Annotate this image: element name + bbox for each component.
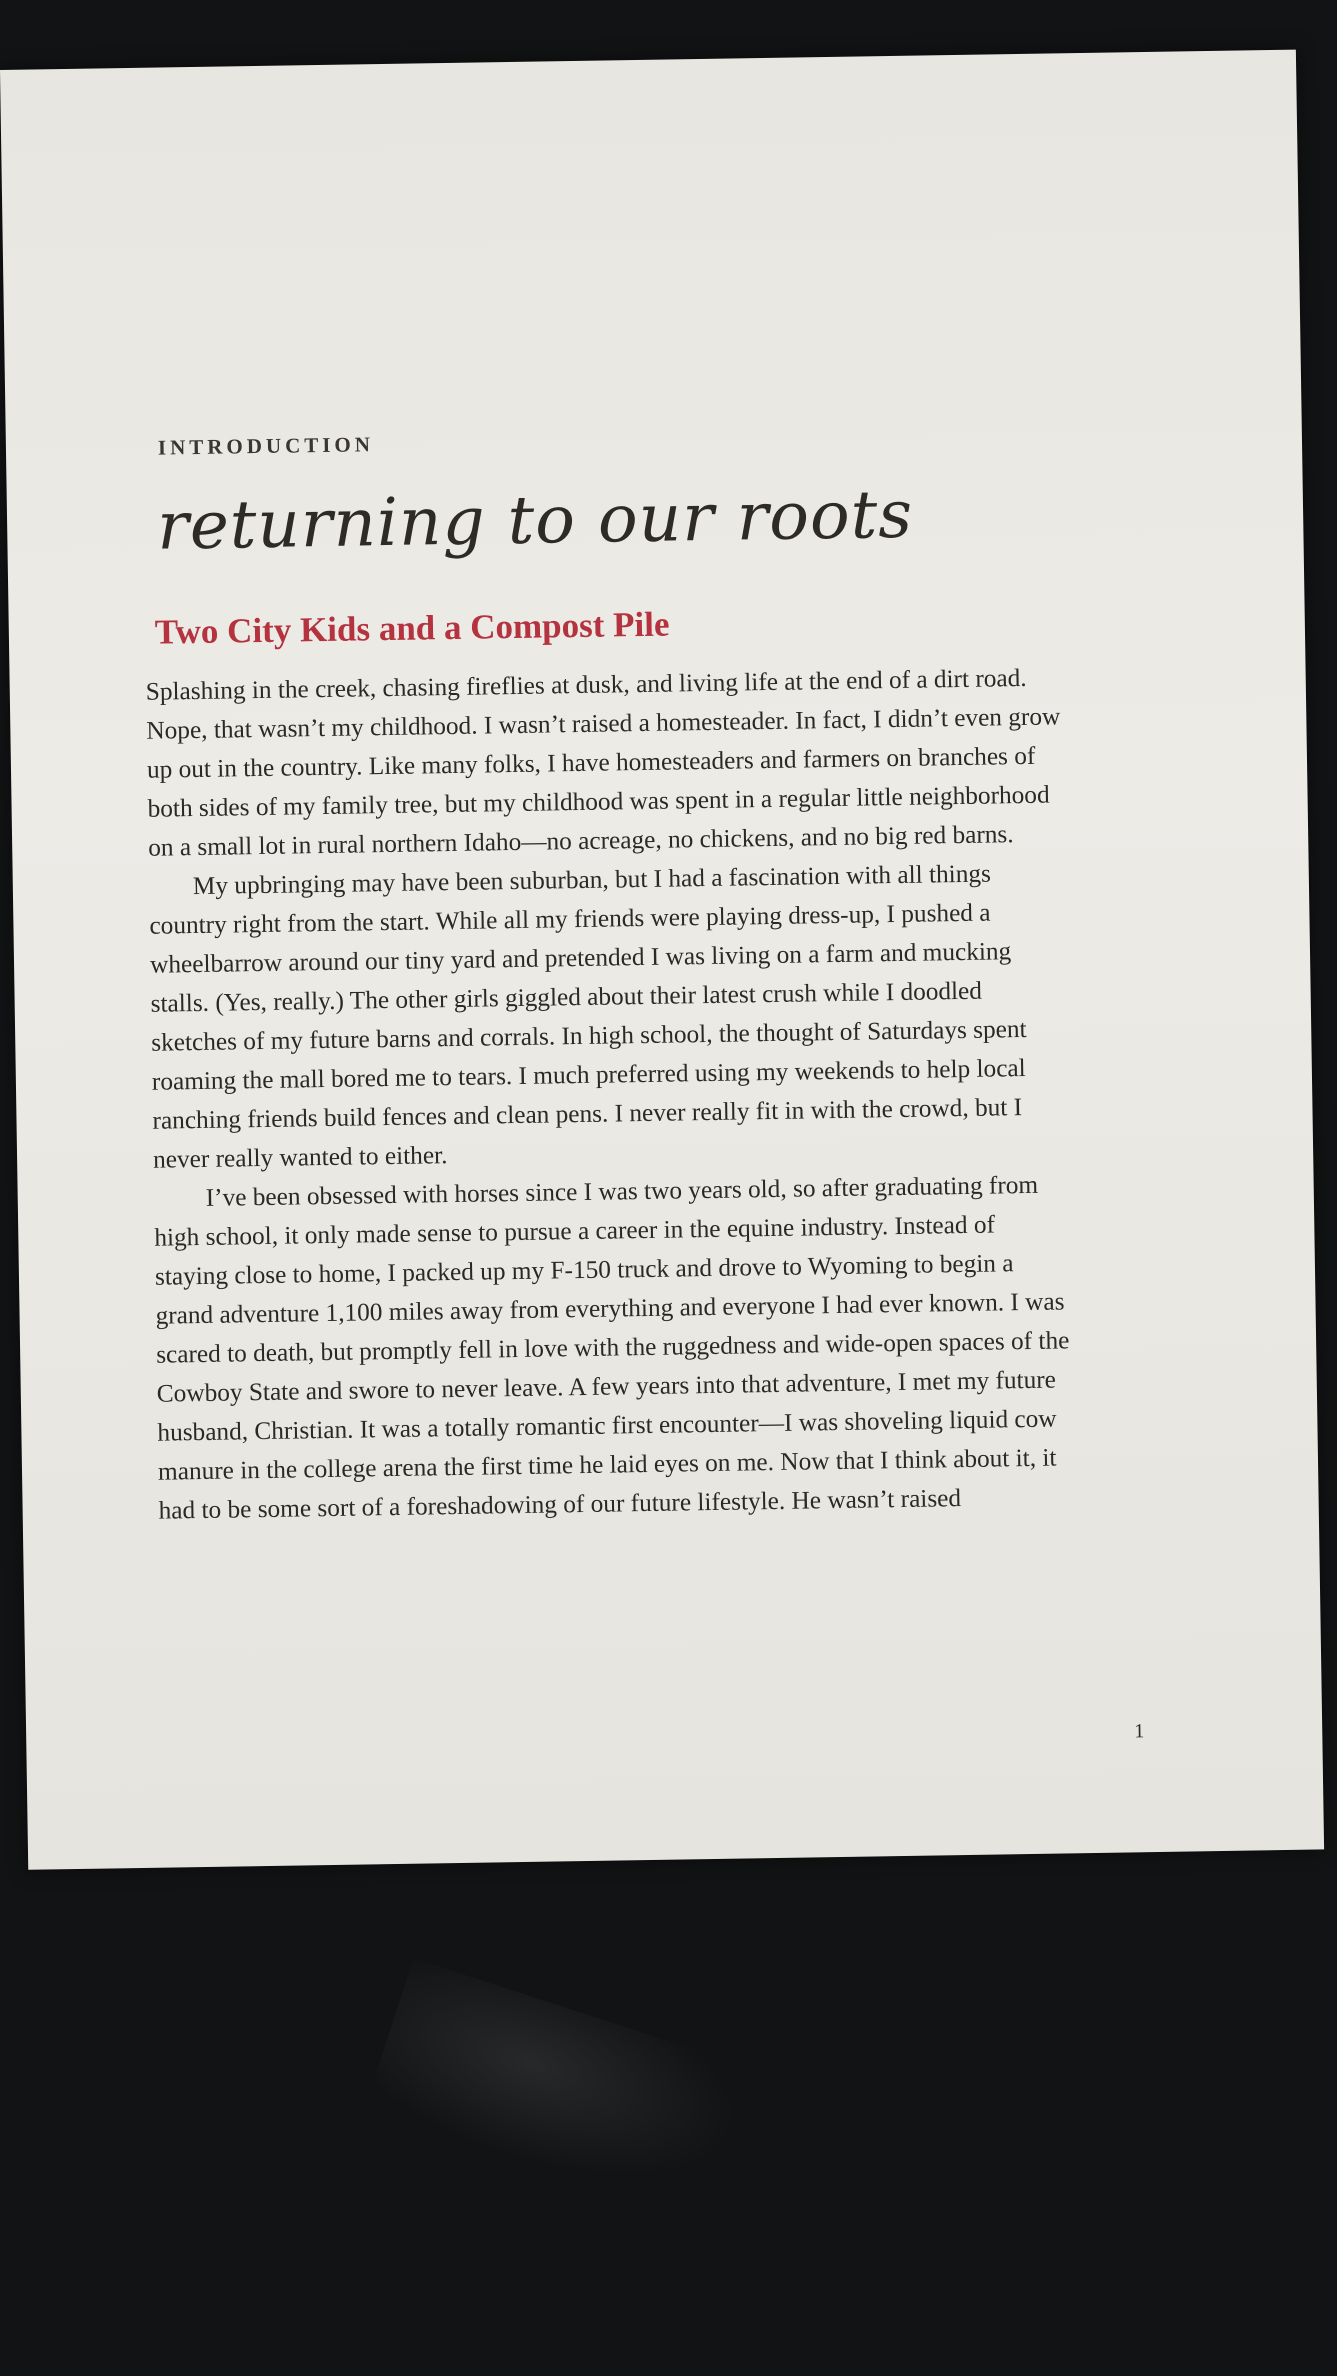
body-text — [145, 658, 1078, 1530]
page-number: 1 — [1134, 1720, 1145, 1743]
paragraph-1: Splashing in the creek, chasing fireflies at dusk, and living life at the end of a dirt road. Nope, that wasn’t my childhood. I wasn’t raised a homesteader. In fact, I didn’t even grow up out in the country. Like many folks, I have homesteaders and farmers on branches of both sides of my family tree, but my childhood was spent in a regular little neighborhood on a small lot in rural northern Idaho—no acreage, no chickens, and no big red barns. — [145, 663, 1061, 862]
paragraph-3: I’ve been obsessed with horses since I was two years old, so after graduating from high school, it only made sense to pursue a career in the equine industry. Instead of staying close to home, I packed up my F-150 truck and drove to Wyoming to begin a grand adventure 1,100 miles away from everything and everyone I had ever known. I was scared to death, but promptly fell in love with the ruggedness and wide-open spaces of the Cowboy State and swore to never leave. A few years into that adventure, I met my future husband, Christian. It was a totally romantic first encounter—I was shoveling liquid cow manure in the college arena the first time he laid eyes on me. Now that I think about it, it had to be some sort of a foreshadowing of our future lifestyle. He wasn’t raised — [154, 1170, 1070, 1525]
section-label: INTRODUCTION — [157, 432, 375, 460]
section-heading: Two City Kids and a Compost Pile — [154, 604, 670, 652]
paragraph-2: My upbringing may have been suburban, but I had a fascination with all things country right from the start. While all my friends were playing dress-up, I pushed a wheelbarrow around our tiny yard and pretended I was living on a farm and mucking stalls. (Yes, really.) The other girls giggled about their latest crush while I doodled sketches of my future barns and corrals. In high school, the thought of Saturdays spent roaming the mall bored me to tears. I much preferred using my weekends to help local ranching friends build fences and clean pens. I never really fit in with the crowd, but I never really wanted to either. — [149, 859, 1027, 1174]
book-page — [0, 50, 1324, 1870]
fabric-texture — [364, 1958, 756, 2221]
chapter-title: returning to our roots — [156, 475, 914, 565]
